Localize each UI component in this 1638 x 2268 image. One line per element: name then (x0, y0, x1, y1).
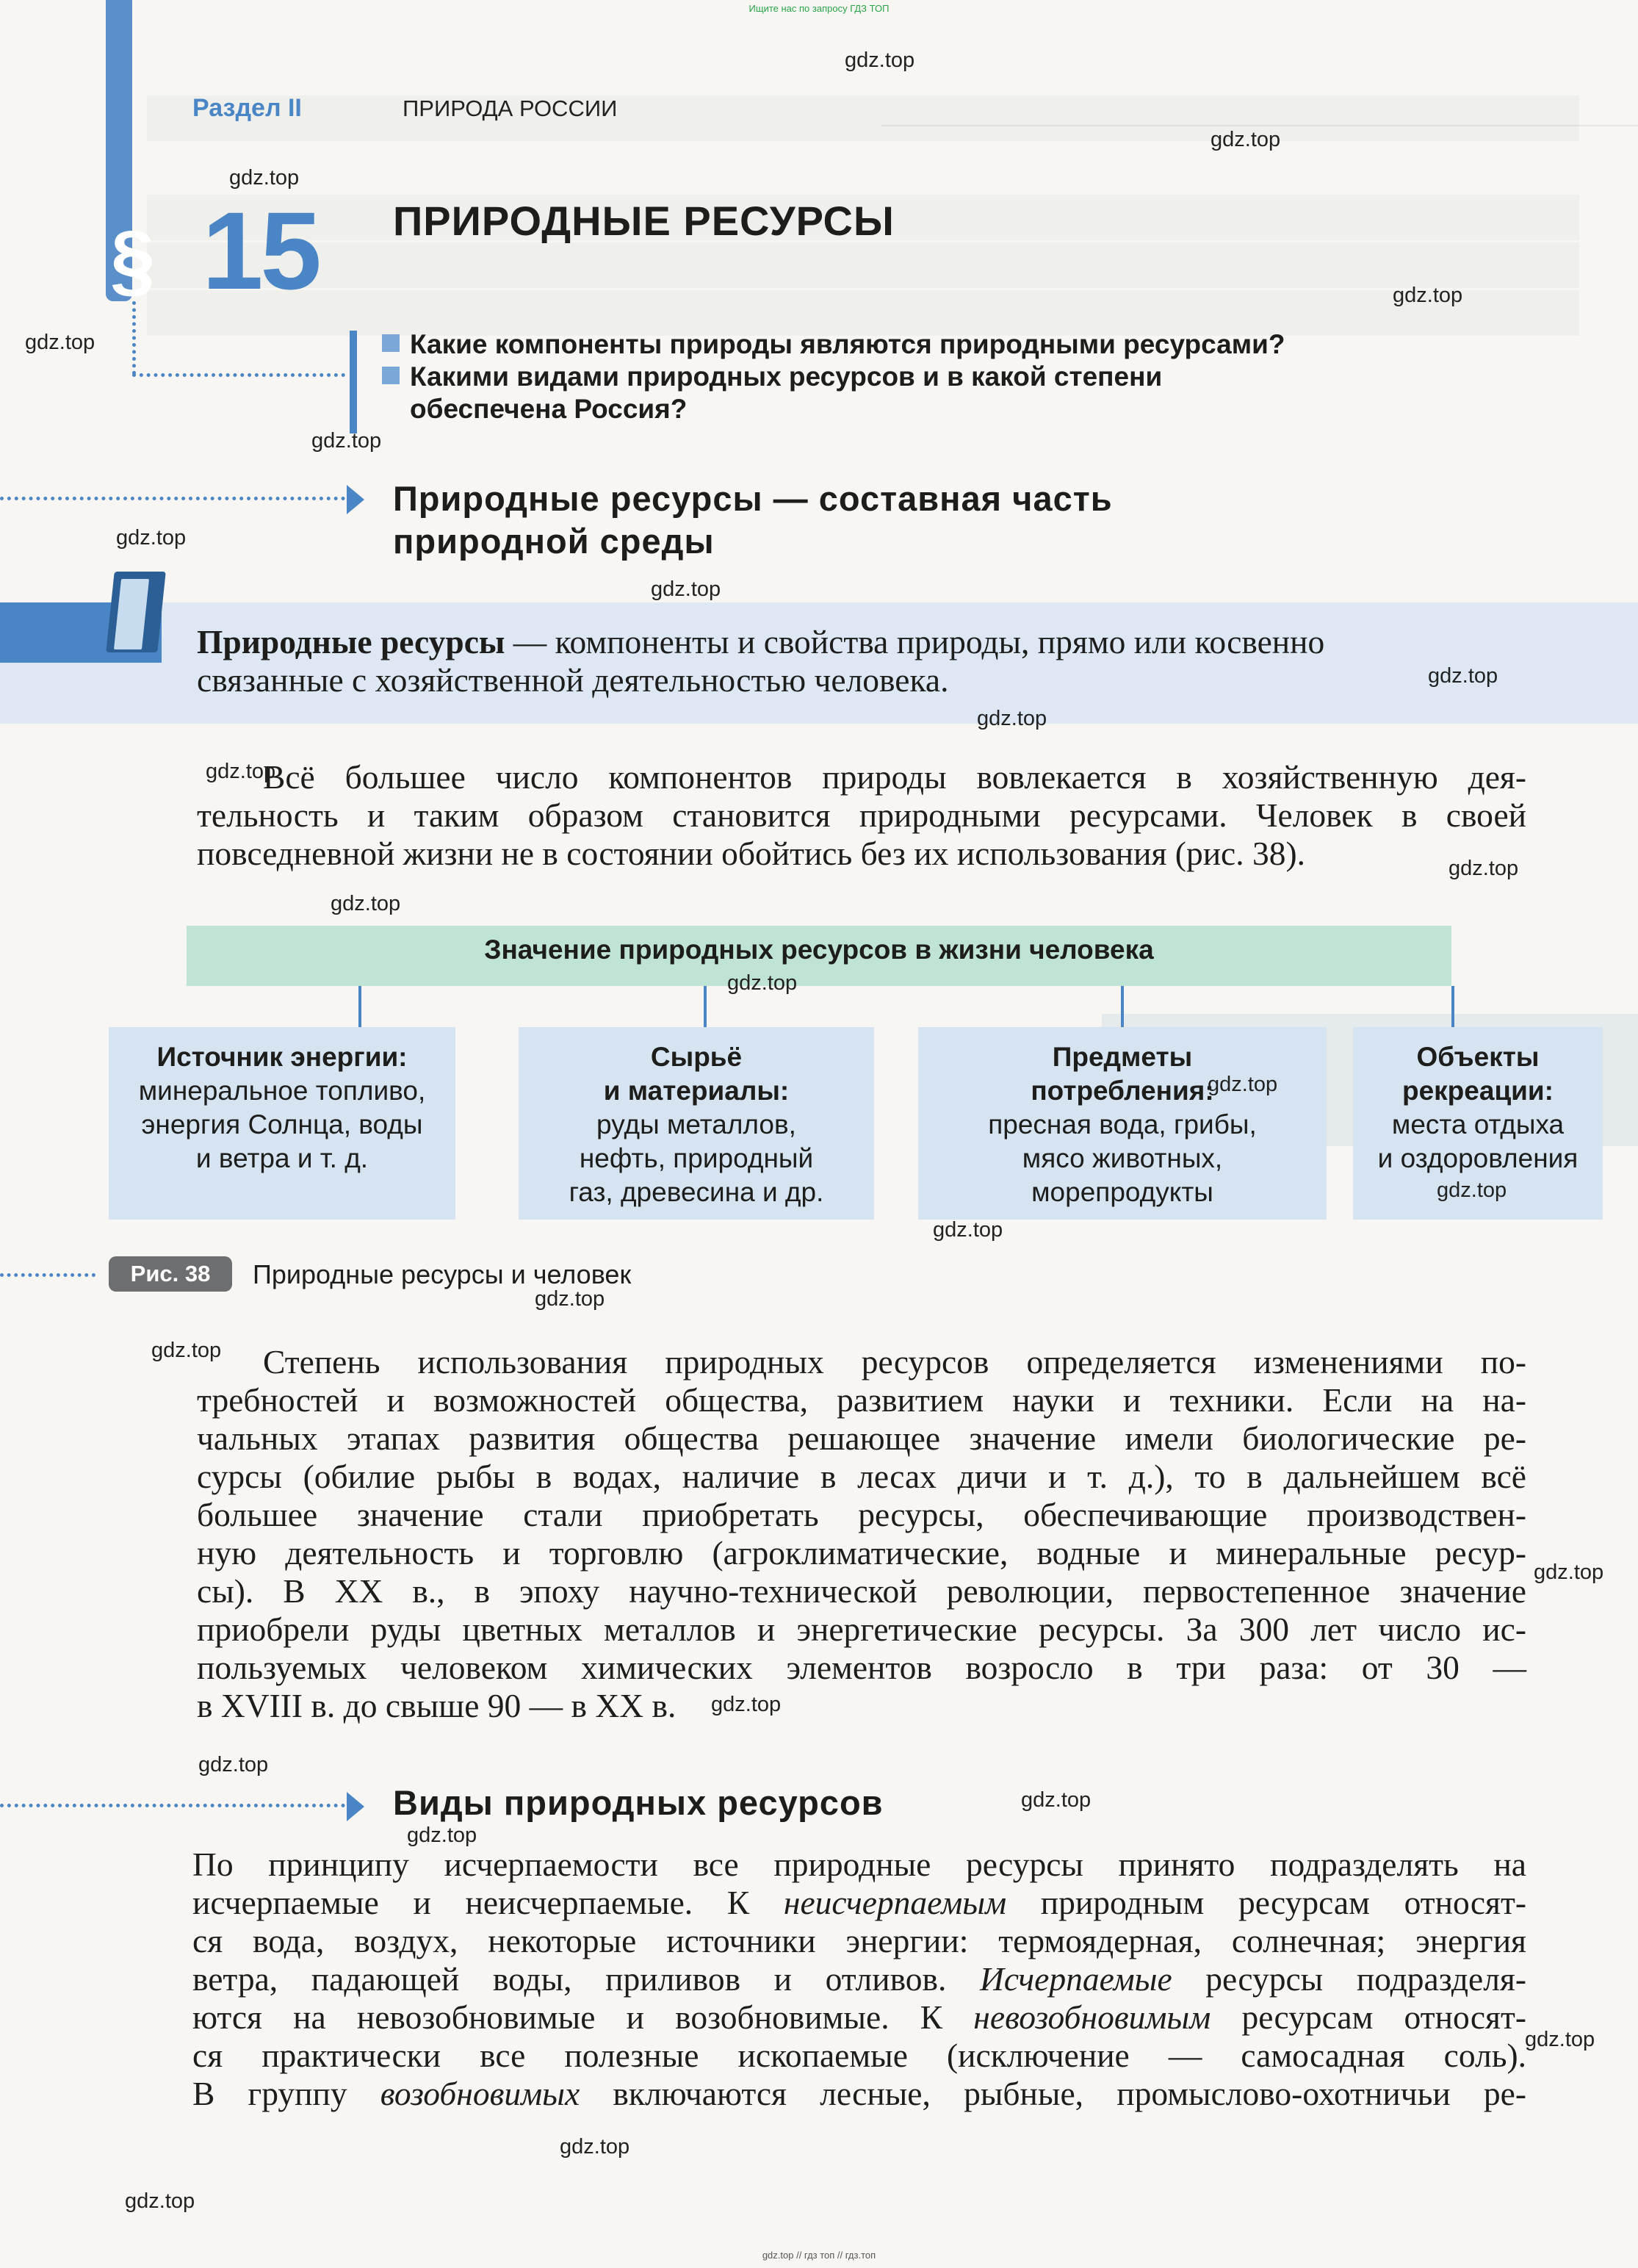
watermark: gdz.top (1393, 284, 1463, 307)
dotted-connector (132, 301, 136, 375)
questions-bar (350, 331, 357, 433)
watermark: gdz.top (1448, 857, 1519, 880)
watermark: gdz.top (560, 2135, 630, 2159)
watermark: gdz.top (198, 1753, 269, 1776)
watermark: gdz.top (1525, 2028, 1595, 2051)
diagram-title: Значение природных ресурсов в жизни человека (484, 935, 1154, 965)
watermark: gdz.top (116, 526, 187, 550)
watermark: gdz.top (1428, 664, 1498, 688)
definition-term: Природные ресурсы (197, 623, 505, 660)
watermark: gdz.top (651, 577, 721, 601)
watermark: gdz.top (1437, 1178, 1507, 1202)
top-note: Ищите нас по запросу ГДЗ ТОП (748, 3, 890, 14)
dotted-arrow-line (0, 497, 345, 500)
watermark: gdz.top (331, 892, 401, 915)
watermark: gdz.top (151, 1339, 222, 1362)
watermark: gdz.top (977, 707, 1047, 730)
figure-label: Рис. 38 (130, 1261, 211, 1286)
bottom-note: gdz.top // гдз топ // гдз.топ (762, 2250, 876, 2261)
diagram-connector (1121, 986, 1124, 1027)
watermark: gdz.top (229, 166, 300, 190)
watermark: gdz.top (206, 760, 276, 783)
paragraph-sign-icon: § (110, 215, 156, 305)
dotted-connector (132, 373, 345, 377)
paragraph-2: Степень использования природных ресурсов определяется изменениями по- требностей и возможностей общества, развитием науки и техники. Если на на- чальных этапах развития общества решающее значение имели биологические ре- сурсы (обилие рыбы в водах, наличие в лесах дичи и т. д.), то в дальнейшем всё большее значение стали приобретать ресурсы, обеспечивающие производствен- ную деятельность и торговлю (агроклиматические, водные и минеральные ресур- сы). В XX в., в эпоху научно-технической революции, первостепенное значение приобрели руды цветных металлов и энергетические ресурсы. За 300 лет число ис- пользуемых человеком химических элементов возросло в три раза: от 30 — в XVIII в. до свыше 90 — в XX в. (197, 1343, 1526, 1724)
watermark: gdz.top (1534, 1560, 1604, 1584)
subheading-natural-resources: Природные ресурсы — составная часть природной среды (393, 479, 1113, 561)
diagram-connector (358, 986, 361, 1027)
watermark: gdz.top (1021, 1788, 1092, 1812)
diagram-box-recreation: Объекты рекреации: места отдыха и оздоровления (1353, 1027, 1603, 1220)
paragraph-number: 15 (202, 189, 319, 312)
question-2-cont: обеспечена Россия? (410, 394, 688, 424)
watermark: gdz.top (845, 48, 915, 72)
diagram-box-energy: Источник энергии: минеральное топливо, энергия Солнца, воды и ветра и т. д. (109, 1027, 455, 1220)
arrow-icon (347, 485, 364, 514)
watermark: gdz.top (407, 1824, 477, 1847)
dotted-line (0, 1273, 95, 1277)
watermark: gdz.top (25, 331, 95, 354)
paragraph-1: Всё большее число компонентов природы вовлекается в хозяйственную дея- тельность и таким образом становится природными ресурсами. Человек в своей повседневной жизни не в состоянии обойтись без их использования (рис. 38). (197, 758, 1526, 872)
section-name: ПРИРОДА РОССИИ (403, 96, 618, 121)
subheading-resource-types: Виды природных ресурсов (393, 1783, 884, 1822)
arrow-icon (347, 1792, 364, 1821)
diagram-box-raw-materials: Сырьё и материалы: руды металлов, нефть, природный газ, древесина и др. (519, 1027, 874, 1220)
watermark: gdz.top (727, 971, 798, 995)
diagram-box-consumption: Предметы потребления: пресная вода, грибы, мясо животных, морепродукты (918, 1027, 1327, 1220)
watermark: gdz.top (535, 1287, 605, 1311)
watermark: gdz.top (1211, 128, 1281, 151)
diagram-connector (1451, 986, 1454, 1027)
question-2: Какими видами природных ресурсов и в какой степени (382, 361, 1162, 392)
watermark: gdz.top (125, 2189, 195, 2213)
section-label: Раздел II (192, 94, 302, 122)
diagram-connector (704, 986, 707, 1027)
question-1: Какие компоненты природы являются природными ресурсами? (382, 329, 1285, 360)
watermark: gdz.top (311, 429, 382, 453)
watermark: gdz.top (711, 1693, 782, 1716)
dotted-arrow-line (0, 1804, 345, 1807)
paragraph-3: По принципу исчерпаемости все природные ресурсы принято подразделять на исчерпаемые и неисчерпаемые. К неисчерпаемым природным ресурсам относят- ся вода, воздух, некоторые источники энергии: термоядерная, солнечная; энергия ветра, падающей воды, приливов и отливов. Исчерпаемые ресурсы подразделя- ются на невозобновимые и возобновимые. К невозобновимым ресурсам относят- ся практически все полезные ископаемые (исключение — самосадная соль). В группу возобновимых включаются лесные, рыбные, промыслово-охотничьи ре- (192, 1846, 1527, 2112)
watermark: gdz.top (1208, 1073, 1278, 1096)
watermark: gdz.top (933, 1218, 1003, 1242)
figure-caption: Природные ресурсы и человек (253, 1259, 632, 1289)
page-title: ПРИРОДНЫЕ РЕСУРСЫ (393, 198, 895, 244)
definition-text: Природные ресурсы — компоненты и свойства природы, прямо или косвенно связанные с хозяйственной деятельностью человека. (197, 623, 1325, 699)
